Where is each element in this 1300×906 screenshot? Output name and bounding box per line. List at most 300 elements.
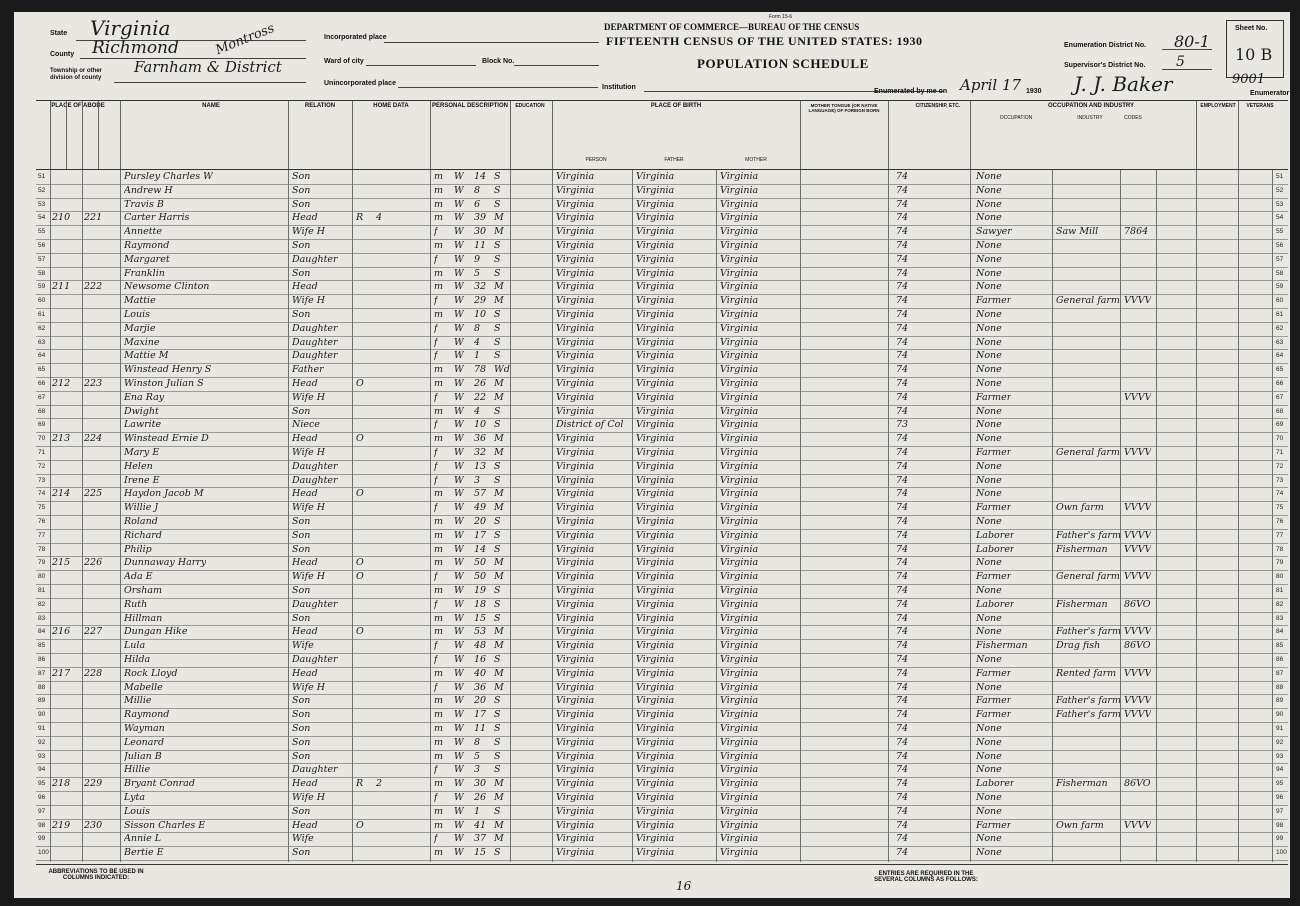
cell-ms: S — [494, 750, 501, 762]
cell-ind: Saw Mill — [1056, 226, 1099, 238]
cell-ms: M — [494, 391, 504, 403]
cell-occ: None — [976, 792, 1002, 803]
cell-ms: S — [494, 612, 501, 624]
cell-rel: Head — [292, 778, 318, 790]
cell-name: Julian B — [124, 750, 162, 762]
cell-n: 60 — [1276, 297, 1284, 305]
cell-code: 74 — [896, 212, 909, 224]
cell-ms: M — [494, 819, 504, 831]
corner-mark: 9001 — [1232, 72, 1266, 87]
cell-sex: m — [434, 240, 444, 251]
cell-fpob: Virginia — [636, 433, 675, 445]
cell-age: 4 — [474, 336, 481, 348]
cell-occ: None — [976, 378, 1002, 389]
cell-code: 74 — [896, 281, 909, 293]
cell-age: 50 — [474, 557, 487, 569]
cell-ms: M — [494, 212, 504, 224]
cell-mpob: Virginia — [720, 750, 759, 762]
cell-n: 61 — [1276, 311, 1284, 318]
cell-dw: 218 — [52, 778, 71, 790]
cell-name: Louis — [124, 805, 151, 817]
cell-fpob: Virginia — [636, 792, 675, 803]
cell-code: 74 — [896, 171, 909, 182]
cell-code: 74 — [896, 723, 909, 734]
cell-occ: None — [976, 833, 1002, 845]
cell-age: 17 — [474, 709, 487, 721]
cell-race: W — [454, 378, 464, 389]
cell-age: 39 — [474, 212, 487, 224]
cell-code: 74 — [896, 433, 909, 445]
cell-sex: f — [434, 502, 438, 514]
schedule-title: POPULATION SCHEDULE — [697, 56, 869, 71]
cell-ms: M — [494, 667, 504, 679]
table-row — [36, 487, 1288, 502]
cell-sex: f — [434, 792, 438, 803]
table-row — [36, 253, 1288, 268]
cell-mpob: Virginia — [720, 295, 759, 307]
cell-n: 54 — [38, 214, 46, 222]
cell-name: Haydon Jacob M — [124, 488, 204, 500]
cell-ocode: VVVV — [1124, 502, 1152, 514]
cell-sex: m — [434, 529, 444, 541]
cell-mpob: Virginia — [720, 833, 759, 845]
cell-race: W — [454, 474, 464, 486]
cell-ms: S — [494, 474, 501, 486]
cell-fpob: Virginia — [636, 309, 675, 320]
census-sheet — [14, 12, 1290, 898]
cell-fpob: Virginia — [636, 543, 675, 555]
cell-n: 62 — [1276, 324, 1284, 332]
cell-fpob: Virginia — [636, 778, 675, 790]
cell-n: 52 — [38, 186, 46, 194]
cell-fam: 227 — [84, 626, 103, 638]
table-row — [36, 543, 1288, 558]
page-mark: 16 — [676, 879, 692, 893]
table-row — [36, 322, 1288, 337]
cell-race: W — [454, 819, 464, 831]
cell-fpob: Virginia — [636, 764, 675, 776]
cell-sex: f — [434, 295, 438, 307]
cell-sex: f — [434, 598, 438, 610]
ward-label: Ward of city — [324, 58, 364, 65]
cell-race: W — [454, 240, 464, 251]
cell-code: 74 — [896, 226, 909, 238]
cell-ms: S — [494, 723, 501, 734]
cell-pob: Virginia — [556, 378, 595, 389]
cell-n: 61 — [38, 311, 46, 318]
cell-own: O — [356, 571, 364, 583]
table-row — [36, 336, 1288, 351]
table-row — [36, 763, 1288, 778]
cell-race: W — [454, 626, 464, 638]
cell-ocode: VVVV — [1124, 709, 1152, 721]
col-citizenship: CITIZENSHIP, ETC. — [915, 103, 961, 109]
cell-code: 74 — [896, 253, 909, 265]
cell-fpob: Virginia — [636, 474, 675, 486]
cell-dw: 215 — [52, 557, 71, 569]
cell-rel: Head — [292, 281, 318, 293]
abbrev-heading: ABBREVIATIONS TO BE USED IN COLUMNS INDICATED: — [48, 869, 144, 881]
cell-ms: M — [494, 447, 504, 458]
cell-name: Raymond — [124, 709, 170, 721]
cell-name: Irene E — [124, 474, 160, 486]
cell-age: 16 — [474, 654, 487, 665]
cell-n: 89 — [38, 697, 46, 705]
cell-rel: Daughter — [292, 460, 338, 472]
cell-n: 72 — [38, 462, 46, 470]
cell-n: 55 — [38, 228, 46, 236]
cell-ms: S — [494, 598, 501, 610]
cell-n: 68 — [38, 407, 46, 415]
cell-name: Franklin — [124, 267, 165, 279]
cell-sex: m — [434, 736, 444, 748]
cell-fpob: Virginia — [636, 350, 675, 362]
table-row — [36, 750, 1288, 765]
cell-sex: m — [434, 557, 444, 569]
cell-n: 77 — [38, 531, 46, 539]
cell-mpob: Virginia — [720, 171, 759, 182]
cell-pob: Virginia — [556, 667, 595, 679]
cell-mpob: Virginia — [720, 322, 759, 334]
entries-heading: ENTRIES ARE REQUIRED IN THE SEVERAL COLUMNS AS FOLLOWS: — [874, 871, 978, 883]
cell-rel: Son — [292, 695, 311, 707]
county-value: Richmond — [92, 38, 179, 58]
cell-name: Raymond — [124, 240, 170, 251]
cell-ms: M — [494, 488, 504, 500]
cell-pob: Virginia — [556, 171, 595, 182]
cell-race: W — [454, 295, 464, 307]
table-row — [36, 280, 1288, 295]
cell-ms: S — [494, 419, 501, 431]
cell-fpob: Virginia — [636, 847, 675, 859]
cell-fpob: Virginia — [636, 267, 675, 279]
cell-n: 69 — [38, 421, 46, 429]
cell-age: 10 — [474, 309, 487, 320]
cell-sex: f — [434, 336, 438, 348]
cell-ms: S — [494, 847, 501, 859]
cell-code: 74 — [896, 778, 909, 790]
cell-code: 74 — [896, 516, 909, 527]
cell-race: W — [454, 792, 464, 803]
cell-ms: S — [494, 516, 501, 527]
cell-sex: m — [434, 212, 444, 224]
cell-n: 78 — [38, 545, 46, 553]
cell-n: 80 — [38, 573, 46, 581]
cell-sex: m — [434, 378, 444, 389]
cell-rel: Daughter — [292, 598, 338, 610]
cell-age: 3 — [474, 764, 481, 776]
cell-mpob: Virginia — [720, 350, 759, 362]
cell-pob: Virginia — [556, 488, 595, 500]
cell-n: 64 — [1276, 352, 1284, 360]
cell-n: 60 — [38, 297, 46, 305]
cell-name: Ena Ray — [124, 391, 165, 403]
cell-n: 67 — [38, 393, 46, 401]
cell-rel: Head — [292, 819, 318, 831]
cell-mpob: Virginia — [720, 419, 759, 431]
cell-name: Mabelle — [124, 681, 163, 693]
cell-ms: S — [494, 322, 501, 334]
cell-n: 53 — [38, 200, 46, 208]
cell-rel: Daughter — [292, 474, 338, 486]
schedule-body — [36, 170, 1288, 862]
cell-fpob: Virginia — [636, 212, 675, 224]
cell-mpob: Virginia — [720, 557, 759, 569]
cell-mpob: Virginia — [720, 543, 759, 555]
table-row — [36, 267, 1288, 282]
cell-race: W — [454, 640, 464, 652]
cell-n: 68 — [1276, 407, 1284, 415]
cell-pob: Virginia — [556, 226, 595, 238]
cell-n: 56 — [1276, 242, 1284, 249]
township-note: Montross — [213, 20, 277, 59]
cell-n: 86 — [38, 656, 46, 663]
cell-fpob: Virginia — [636, 819, 675, 831]
table-row — [36, 363, 1288, 378]
cell-age: 1 — [474, 350, 481, 362]
cell-age: 6 — [474, 198, 481, 210]
cell-occ: None — [976, 336, 1002, 348]
table-row — [36, 805, 1288, 820]
cell-name: Winstead Ernie D — [124, 433, 209, 445]
cell-age: 5 — [474, 750, 481, 762]
cell-rel: Wife H — [292, 447, 326, 458]
cell-code: 74 — [896, 391, 909, 403]
table-row — [36, 239, 1288, 254]
cell-code: 74 — [896, 736, 909, 748]
cell-fpob: Virginia — [636, 681, 675, 693]
cell-sex: m — [434, 198, 444, 210]
cell-pob: Virginia — [556, 240, 595, 251]
cell-name: Travis B — [124, 198, 164, 210]
cell-pob: Virginia — [556, 833, 595, 845]
sheet-footer — [36, 864, 1288, 899]
cell-n: 91 — [1276, 725, 1284, 732]
cell-dw: 216 — [52, 626, 71, 638]
cell-rel: Daughter — [292, 764, 338, 776]
cell-ms: S — [494, 253, 501, 265]
enumerator-label: Enumerator — [1250, 90, 1290, 97]
cell-pob: District of Col — [556, 419, 624, 431]
cell-name: Newsome Clinton — [124, 281, 210, 293]
cell-age: 14 — [474, 543, 487, 555]
col-education: EDUCATION — [515, 103, 545, 109]
cell-mpob: Virginia — [720, 253, 759, 265]
cell-name: Hillie — [124, 764, 151, 776]
supervisor-label: Supervisor's District No. — [1064, 62, 1146, 69]
cell-fam: 226 — [84, 557, 103, 569]
cell-code: 74 — [896, 502, 909, 514]
cell-race: W — [454, 833, 464, 845]
table-row — [36, 184, 1288, 199]
cell-rel: Son — [292, 612, 311, 624]
cell-code: 74 — [896, 709, 909, 721]
cell-val: 4 — [376, 212, 383, 224]
cell-pob: Virginia — [556, 736, 595, 748]
unincorporated-label: Unincorporated place — [324, 80, 396, 87]
cell-race: W — [454, 309, 464, 320]
cell-mpob: Virginia — [720, 502, 759, 514]
township-label: Township or other division of county — [50, 68, 102, 81]
cell-ind: General farm — [1056, 295, 1120, 307]
cell-occ: Farmer — [976, 295, 1012, 307]
cell-ms: S — [494, 405, 501, 417]
cell-mpob: Virginia — [720, 433, 759, 445]
cell-mpob: Virginia — [720, 336, 759, 348]
cell-n: 98 — [1276, 821, 1284, 829]
cell-name: Dwight — [124, 405, 159, 417]
table-row — [36, 474, 1288, 489]
cell-rel: Head — [292, 557, 318, 569]
cell-occ: None — [976, 350, 1002, 362]
cell-age: 78 — [474, 364, 487, 376]
cell-age: 5 — [474, 267, 481, 279]
cell-occ: Laborer — [976, 543, 1015, 555]
sheet-value: 10 B — [1235, 45, 1273, 64]
table-row — [36, 708, 1288, 723]
cell-sex: m — [434, 433, 444, 445]
cell-code: 74 — [896, 295, 909, 307]
cell-n: 74 — [38, 490, 46, 498]
cell-age: 32 — [474, 281, 487, 293]
cell-sex: f — [434, 474, 438, 486]
cell-mpob: Virginia — [720, 378, 759, 389]
cell-ind: General farm — [1056, 571, 1120, 583]
cell-occ: None — [976, 474, 1002, 486]
cell-sex: f — [434, 391, 438, 403]
cell-mpob: Virginia — [720, 598, 759, 610]
cell-fpob: Virginia — [636, 529, 675, 541]
cell-name: Wayman — [124, 723, 165, 734]
cell-pob: Virginia — [556, 626, 595, 638]
cell-age: 3 — [474, 474, 481, 486]
cell-ind: Own farm — [1056, 502, 1104, 514]
cell-name: Willie J — [124, 502, 159, 514]
cell-dw: 211 — [52, 281, 71, 293]
cell-sex: m — [434, 723, 444, 734]
table-row — [36, 349, 1288, 364]
cell-rel: Head — [292, 433, 318, 445]
cell-age: 8 — [474, 184, 481, 196]
table-row — [36, 846, 1288, 861]
cell-age: 30 — [474, 778, 487, 790]
cell-ms: S — [494, 350, 501, 362]
cell-fpob: Virginia — [636, 281, 675, 293]
cell-code: 74 — [896, 612, 909, 624]
cell-own: R — [356, 212, 364, 224]
cell-fam: 225 — [84, 488, 103, 500]
cell-n: 57 — [38, 255, 46, 263]
cell-name: Rock Lloyd — [124, 667, 178, 679]
cell-n: 83 — [38, 614, 46, 622]
cell-sex: f — [434, 571, 438, 583]
cell-race: W — [454, 322, 464, 334]
cell-sex: m — [434, 281, 444, 293]
cell-ocode: VVVV — [1124, 295, 1152, 307]
cell-fpob: Virginia — [636, 516, 675, 527]
cell-occ: None — [976, 281, 1002, 293]
table-row — [36, 460, 1288, 475]
cell-dw: 219 — [52, 819, 71, 831]
cell-rel: Son — [292, 309, 311, 320]
cell-mpob: Virginia — [720, 709, 759, 721]
cell-fpob: Virginia — [636, 226, 675, 238]
cell-pob: Virginia — [556, 253, 595, 265]
table-row — [36, 612, 1288, 627]
cell-rel: Son — [292, 171, 311, 182]
cell-code: 74 — [896, 640, 909, 652]
cell-fpob: Virginia — [636, 557, 675, 569]
table-row — [36, 225, 1288, 240]
cell-n: 57 — [1276, 255, 1284, 263]
cell-age: 20 — [474, 516, 487, 527]
cell-race: W — [454, 585, 464, 596]
cell-occ: Farmer — [976, 502, 1012, 514]
cell-pob: Virginia — [556, 405, 595, 417]
cell-pob: Virginia — [556, 295, 595, 307]
cell-fpob: Virginia — [636, 419, 675, 431]
cell-rel: Son — [292, 267, 311, 279]
table-row — [36, 639, 1288, 654]
cell-code: 74 — [896, 364, 909, 376]
cell-mpob: Virginia — [720, 529, 759, 541]
cell-code: 74 — [896, 695, 909, 707]
cell-own: O — [356, 433, 364, 445]
cell-mpob: Virginia — [720, 736, 759, 748]
cell-fpob: Virginia — [636, 695, 675, 707]
cell-mpob: Virginia — [720, 792, 759, 803]
cell-n: 70 — [38, 435, 46, 443]
cell-code: 74 — [896, 267, 909, 279]
cell-ms: M — [494, 281, 504, 293]
cell-ind: Fisherman — [1056, 598, 1108, 610]
cell-race: W — [454, 336, 464, 348]
cell-sex: f — [434, 460, 438, 472]
cell-fpob: Virginia — [636, 502, 675, 514]
cell-n: 94 — [38, 766, 46, 774]
cell-age: 40 — [474, 667, 487, 679]
cell-n: 59 — [38, 283, 46, 291]
cell-ms: S — [494, 764, 501, 776]
cell-ms: M — [494, 502, 504, 514]
cell-rel: Wife H — [292, 295, 326, 307]
sheet-number-box — [1226, 20, 1284, 78]
cell-ms: M — [494, 792, 504, 803]
cell-ocode: VVVV — [1124, 391, 1152, 403]
cell-ms: M — [494, 626, 504, 638]
col-relation: RELATION — [304, 103, 336, 109]
col-veterans: VETERANS — [1246, 103, 1274, 109]
cell-sex: m — [434, 819, 444, 831]
cell-pob: Virginia — [556, 764, 595, 776]
cell-code: 74 — [896, 805, 909, 817]
cell-pob: Virginia — [556, 198, 595, 210]
cell-mpob: Virginia — [720, 805, 759, 817]
cell-n: 89 — [1276, 697, 1284, 705]
cell-occ: Farmer — [976, 819, 1012, 831]
table-row — [36, 391, 1288, 406]
cell-ocode: 86VO — [1124, 778, 1151, 790]
cell-age: 22 — [474, 391, 487, 403]
cell-sex: m — [434, 709, 444, 721]
cell-age: 36 — [474, 433, 487, 445]
cell-sex: m — [434, 847, 444, 859]
col-employment: EMPLOYMENT — [1200, 103, 1236, 109]
cell-pob: Virginia — [556, 778, 595, 790]
cell-name: Margaret — [124, 253, 170, 265]
cell-name: Mattie — [124, 295, 156, 307]
cell-mpob: Virginia — [720, 364, 759, 376]
